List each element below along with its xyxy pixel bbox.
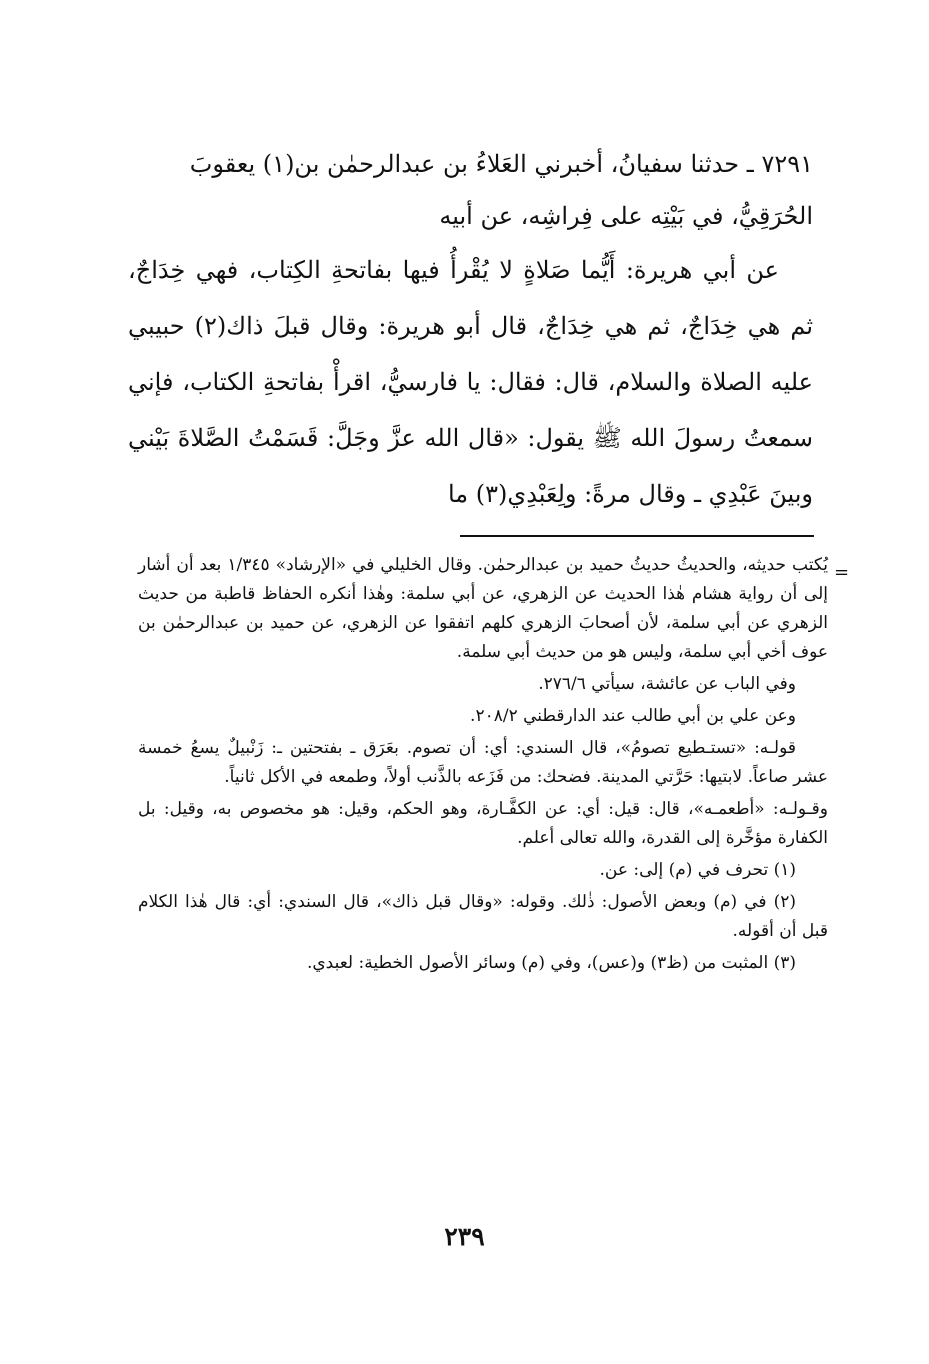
footnote-3: (٣) المثبت من (ظ٣) و(عس)، وفي (م) وسائر الأصول الخطية: لعبدي.	[306, 953, 796, 973]
commentary-paragraph-2: وفي الباب عن عائشة، سيأتي ٢٧٦/٦.	[538, 674, 796, 694]
footnotes-area	[138, 551, 828, 978]
commentary-paragraph-1: يُكتب حديثه، والحديثُ حديثُ حميد بن عبدالرحمٰن. وقال الخليلي في «الإرشاد» ١/٣٤٥ بعد أن أشار إلى أن رواية هشام هٰذا الحديث عن الزهري، عن أبي سلمة: وهٰذا أنكره الحفاظ قاطبة من حديث الزهري عن أبي سلمة، لأن أصحابَ الزهري كلهم اتفقوا عن الزهري، عن حميد بن عبدالرحمٰن بن عوف أخي أبي سلمة، وليس هو من حديث أبي سلمة.	[138, 555, 828, 662]
hadith-isnad-line-1: ٧٢٩١ ـ حدثنا سفيانُ، أخبرني العَلاءُ بن عبدالرحمٰن بن(١) يعقوبَ	[189, 150, 813, 178]
footnote-2: (٢) في (م) وبعض الأصول: ذٰلك. وقوله: «وقال قبل ذاك»، قال السندي: أي: قال هٰذا الكلام قبل أن أقوله.	[138, 892, 828, 941]
commentary-paragraph-5: وقـولـه: «أطعمـه»، قال: قيل: أي: عن الكفَّـارة، وهو الحكم، وقيل: هو مخصوص به، وقيل: بل الكفارة مؤخَّرة إلى القدرة، والله تعالى أعلم.	[138, 799, 828, 848]
continuation-mark: =	[834, 562, 850, 583]
footnote-1: (١) تحرف في (م) إلى: عن.	[599, 860, 796, 880]
hadith-matn: عن أبي هريرة: أَيُّما صَلاةٍ لا يُقْرأُ فيها بفاتحةِ الكِتاب، فهي خِدَاجٌ، ثم هي خِدَاجٌ، ثم هي خِدَاجٌ، قال أبو هريرة: وقال قبلَ ذاك(٢) حبيبي عليه الصلاة والسلام، قال: فقال: يا فارسيُّ، اقرأْ بفاتحةِ الكتاب، فإني سمعتُ رسولَ الله ﷺ يقول: «قال الله عزَّ وجَلَّ: قَسَمْتُ الصَّلاةَ بَيْني وبينَ عَبْدِي ـ وقال مرةً: ولِعَبْدِي(٣) ما	[128, 256, 813, 508]
commentary-paragraph-4: قولـه: «تستـطيع تصومُ»، قال السندي: أي: أن تصوم. بعَرَق ـ بفتحتين ـ: زَنْبيلٌ يسعُ خمسة عشر صاعاً. لابتيها: حَرَّتي المدينة. فضحك: من فَزَعه بالذَّنب أولاً، وطمعه في الأكل ثانياً.	[138, 738, 828, 787]
commentary-paragraph-3: وعن علي بن أبي طالب عند الدارقطني ٢٠٨/٢.	[470, 706, 796, 726]
hadith-isnad-line-2: الحُرَقِيُّ، في بَيْتِه على فِراشِه، عن أبيه	[439, 202, 813, 230]
hadith-text	[128, 138, 813, 522]
footnote-separator	[460, 535, 814, 537]
page-number: ٢٣٩	[444, 1222, 485, 1251]
